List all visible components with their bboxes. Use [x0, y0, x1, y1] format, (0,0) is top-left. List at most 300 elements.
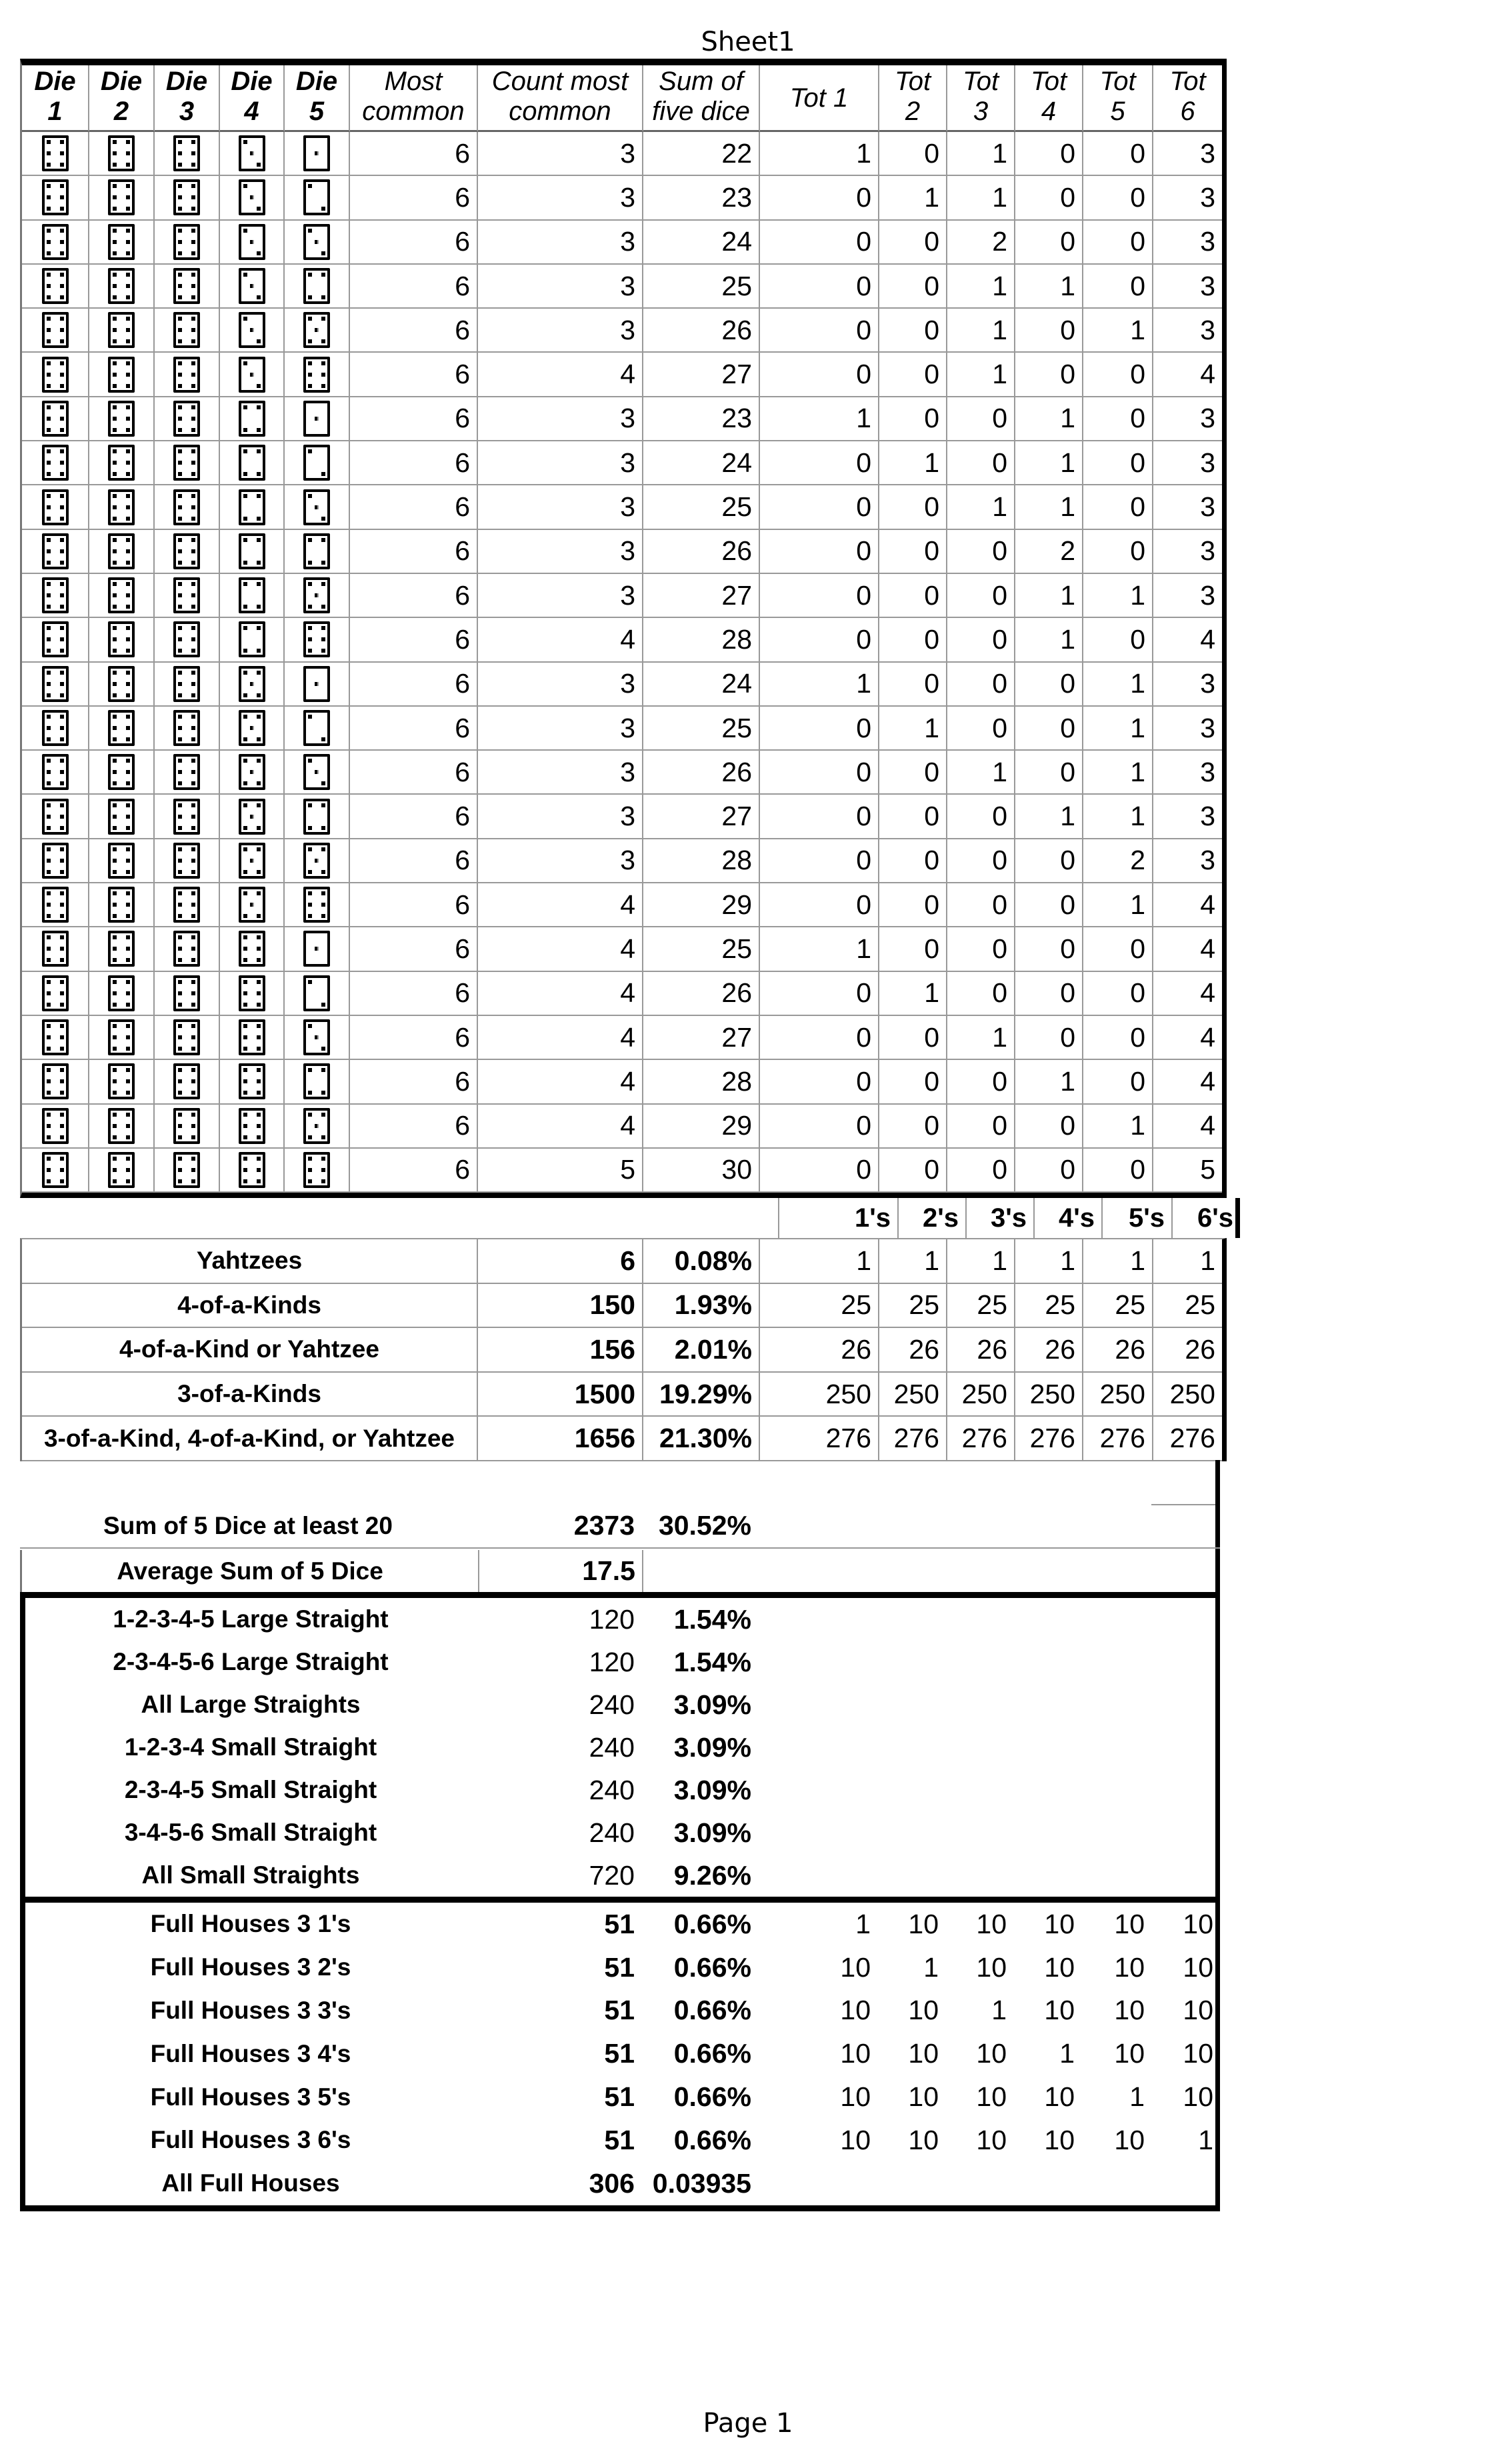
tot-4-cell: 0 — [1015, 221, 1083, 265]
die-face-5-icon — [303, 1108, 330, 1144]
tot-4-cell: 0 — [1015, 1149, 1083, 1193]
straight-pct-cell: 3.09% — [673, 1689, 751, 1720]
sum-cell: 28 — [643, 618, 760, 662]
tot-3-cell: 1 — [947, 309, 1015, 353]
die-face-6-icon — [42, 666, 69, 702]
tot-1-cell: 1 — [760, 663, 879, 707]
die-4-cell — [220, 176, 285, 220]
die-face-6-icon — [42, 224, 69, 260]
die-2-cell — [89, 530, 155, 574]
tot-3-cell: 0 — [947, 707, 1015, 751]
most-common-header — [350, 65, 478, 132]
die-face-6-icon — [42, 401, 69, 437]
die-5-cell — [285, 707, 350, 751]
tot-4-cell: 0 — [1015, 707, 1083, 751]
die-4-header — [220, 65, 285, 132]
die-5-cell — [285, 1060, 350, 1104]
die-5-cell — [285, 751, 350, 795]
summary-count-cell: 156 — [478, 1328, 643, 1373]
die-5-cell — [285, 839, 350, 883]
tot-6-cell: 3 — [1153, 265, 1222, 309]
straight-label: 2-3-4-5-6 Large Straight — [113, 1648, 389, 1675]
full-house-count-cell: 51 — [604, 1995, 635, 2026]
full-house-count-cell: 51 — [604, 1908, 635, 1939]
tot-2-cell: 0 — [879, 485, 947, 529]
tot-6-cell: 3 — [1153, 485, 1222, 529]
die-4-cell — [220, 883, 285, 927]
die-2-cell — [89, 618, 155, 662]
empty-cell — [758, 1504, 1220, 1547]
die-2-cell — [89, 309, 155, 353]
full-house-count-cell: 51 — [604, 2081, 635, 2113]
die-face-6-icon — [239, 975, 265, 1011]
die-face-6-icon — [173, 666, 200, 702]
tot-2-cell: 0 — [879, 530, 947, 574]
tot-6-header — [1153, 65, 1222, 132]
die-face-6-icon — [108, 1152, 135, 1188]
die-5-cell — [285, 663, 350, 707]
full-house-label: All Full Houses — [161, 2169, 340, 2197]
most-common-cell: 6 — [350, 132, 478, 176]
full-house-tot-4-cell: 10 — [1044, 2081, 1075, 2113]
full-house-pct-cell: 0.66% — [673, 1951, 751, 1983]
die-1-cell — [22, 176, 89, 220]
die-3-cell — [155, 1016, 220, 1060]
sum-cell: 28 — [643, 1060, 760, 1104]
die-face-6-icon — [108, 489, 135, 525]
die-face-6-icon — [42, 357, 69, 393]
die-face-6-icon — [239, 1108, 265, 1144]
most-common-cell: 6 — [350, 927, 478, 971]
die-5-cell — [285, 574, 350, 618]
die-1-cell — [22, 221, 89, 265]
die-face-5-icon — [239, 754, 265, 790]
sum-cell: 25 — [643, 485, 760, 529]
die-5-cell — [285, 265, 350, 309]
full-house-count-cell: 51 — [604, 1951, 635, 1983]
die-face-6-icon — [173, 887, 200, 923]
tot-1-cell: 0 — [760, 1016, 879, 1060]
straights-box — [20, 1592, 1220, 1897]
tot-5-cell: 0 — [1083, 1016, 1153, 1060]
most-common-cell: 6 — [350, 441, 478, 485]
die-face-4-icon — [303, 799, 330, 835]
straight-count-cell: 240 — [589, 1817, 635, 1848]
full-house-tot-1-cell: 10 — [840, 2038, 871, 2069]
die-face-6-icon — [173, 710, 200, 746]
tot-4-cell: 2 — [1015, 530, 1083, 574]
tot-1-cell: 0 — [760, 485, 879, 529]
die-4-cell — [220, 795, 285, 839]
sum-cell: 23 — [643, 176, 760, 220]
straight-pct-cell: 1.54% — [673, 1603, 751, 1635]
die-5-cell — [285, 1016, 350, 1060]
tot-5-cell: 2 — [1083, 839, 1153, 883]
die-3-cell — [155, 353, 220, 397]
die-4-cell — [220, 972, 285, 1016]
summary-tot-1-cell: 25 — [760, 1284, 879, 1329]
die-face-6-icon — [173, 931, 200, 967]
die-2-cell — [89, 441, 155, 485]
count-most-common-cell: 3 — [478, 795, 643, 839]
die-4-cell — [220, 1060, 285, 1104]
die-face-4-icon — [239, 445, 265, 481]
full-house-tot-3-cell: 10 — [976, 1951, 1007, 1983]
header-number: 3 — [179, 97, 195, 126]
header-number: 6 — [1180, 97, 1195, 126]
page-number: Page 1 — [703, 2408, 793, 2439]
die-face-6-icon — [303, 357, 330, 393]
tot-6-cell: 3 — [1153, 441, 1222, 485]
die-2-cell — [89, 397, 155, 441]
tot-3-cell: 0 — [947, 839, 1015, 883]
straight-label: All Small Straights — [141, 1861, 360, 1889]
empty-cell — [758, 1641, 1215, 1683]
tot-3-cell: 1 — [947, 485, 1015, 529]
row-count-cell: 2373 — [573, 1510, 635, 1541]
die-face-4-icon — [239, 533, 265, 569]
die-face-6-icon — [108, 887, 135, 923]
die-2-header — [89, 65, 155, 132]
die-4-cell — [220, 530, 285, 574]
tot-2-cell: 0 — [879, 353, 947, 397]
die-face-5-icon — [239, 710, 265, 746]
summary-tot-5-cell: 250 — [1083, 1373, 1153, 1417]
tot-4-cell: 0 — [1015, 1016, 1083, 1060]
most-common-cell: 6 — [350, 883, 478, 927]
full-house-tot-2-cell — [877, 2162, 945, 2205]
tot-3-header — [947, 65, 1015, 132]
die-4-cell — [220, 618, 285, 662]
header-label: five dice — [652, 97, 750, 126]
summary-tot-2-cell: 1 — [879, 1239, 947, 1284]
header-label: common — [362, 97, 465, 126]
most-common-cell: 6 — [350, 839, 478, 883]
die-face-2-icon — [303, 975, 330, 1011]
die-face-6-icon — [173, 1152, 200, 1188]
full-house-tot-3-cell: 10 — [976, 1908, 1007, 1939]
tot-6-cell: 3 — [1153, 176, 1222, 220]
tot-5-cell: 0 — [1083, 1149, 1153, 1193]
count-most-common-cell: 3 — [478, 707, 643, 751]
count-most-common-cell: 4 — [478, 618, 643, 662]
straight-count-cell: 240 — [589, 1689, 635, 1720]
die-1-cell — [22, 574, 89, 618]
die-face-6-icon — [42, 489, 69, 525]
die-4-cell — [220, 221, 285, 265]
full-houses-box — [20, 1897, 1220, 2211]
tot-1-cell: 0 — [760, 618, 879, 662]
straight-count-cell: 720 — [589, 1859, 635, 1891]
full-house-tot-2-cell: 10 — [908, 1995, 939, 2026]
die-2-cell — [89, 221, 155, 265]
summary-tot-3-cell: 250 — [947, 1373, 1015, 1417]
tot-6-cell: 4 — [1153, 883, 1222, 927]
die-face-6-icon — [42, 533, 69, 569]
die-face-6-icon — [173, 357, 200, 393]
tot-5-cell: 0 — [1083, 927, 1153, 971]
most-common-cell: 6 — [350, 618, 478, 662]
die-face-6-icon — [42, 799, 69, 835]
die-face-2-icon — [303, 179, 330, 215]
die-1-cell — [22, 309, 89, 353]
tot-1-cell: 0 — [760, 441, 879, 485]
die-4-cell — [220, 574, 285, 618]
count-most-common-cell: 3 — [478, 839, 643, 883]
count-most-common-cell: 4 — [478, 883, 643, 927]
count-most-common-cell: 4 — [478, 927, 643, 971]
full-house-pct-cell: 0.66% — [673, 2081, 751, 2113]
empty-cell — [758, 1726, 1215, 1769]
die-4-cell — [220, 751, 285, 795]
header-number: 2 — [905, 97, 921, 126]
tot-2-cell: 1 — [879, 441, 947, 485]
die-5-header — [285, 65, 350, 132]
die-1-cell — [22, 751, 89, 795]
tot-3-cell: 0 — [947, 1105, 1015, 1149]
tot-2-cell: 1 — [879, 176, 947, 220]
most-common-cell: 6 — [350, 1016, 478, 1060]
die-face-3-icon — [303, 224, 330, 260]
die-face-4-icon — [303, 268, 330, 304]
full-house-tot-3-cell: 10 — [976, 2038, 1007, 2069]
die-4-cell — [220, 309, 285, 353]
tot-2-cell: 0 — [879, 397, 947, 441]
count-most-common-header — [478, 65, 643, 132]
full-house-tot-4-cell: 10 — [1044, 1995, 1075, 2026]
most-common-cell: 6 — [350, 397, 478, 441]
header-number: 5 — [309, 97, 325, 126]
empty-cell — [758, 1769, 1215, 1811]
die-face-6-icon — [42, 931, 69, 967]
full-house-tot-1-cell: 10 — [840, 2124, 871, 2155]
die-3-cell — [155, 574, 220, 618]
die-face-6-icon — [173, 1019, 200, 1055]
tot-1-cell: 0 — [760, 839, 879, 883]
die-1-cell — [22, 795, 89, 839]
full-house-label: Full Houses 3 1's — [150, 1910, 351, 1938]
die-5-cell — [285, 397, 350, 441]
die-5-cell — [285, 309, 350, 353]
most-common-cell: 6 — [350, 663, 478, 707]
count-most-common-cell: 5 — [478, 1149, 643, 1193]
header-label: Tot — [1099, 67, 1136, 96]
summary-tot-4-cell: 276 — [1015, 1417, 1083, 1461]
full-house-tot-3-cell: 1 — [991, 1995, 1007, 2026]
die-face-4-icon — [239, 577, 265, 613]
full-house-count-cell: 306 — [589, 2167, 635, 2199]
die-face-6-icon — [303, 887, 330, 923]
die-2-cell — [89, 485, 155, 529]
tot-2-cell: 0 — [879, 221, 947, 265]
count-most-common-cell: 3 — [478, 397, 643, 441]
die-4-cell — [220, 265, 285, 309]
die-3-cell — [155, 927, 220, 971]
dice-combinations-table — [20, 59, 1227, 1198]
summary-tot-5-cell: 26 — [1083, 1328, 1153, 1373]
tot-5-cell: 1 — [1083, 795, 1153, 839]
die-face-5-icon — [303, 312, 330, 348]
summary-tot-1-cell: 250 — [760, 1373, 879, 1417]
die-2-cell — [89, 1016, 155, 1060]
summary-tot-4-cell: 250 — [1015, 1373, 1083, 1417]
tot-6-cell: 4 — [1153, 353, 1222, 397]
tot-3-cell: 1 — [947, 1016, 1015, 1060]
tot-3-cell: 1 — [947, 751, 1015, 795]
straight-label: 1-2-3-4-5 Large Straight — [113, 1605, 389, 1633]
tot-2-cell: 0 — [879, 265, 947, 309]
summary-pct-cell: 19.29% — [643, 1373, 760, 1417]
most-common-cell: 6 — [350, 265, 478, 309]
tot-count-label: 4's — [1033, 1198, 1101, 1238]
tot-3-cell: 0 — [947, 663, 1015, 707]
die-face-3-icon — [239, 312, 265, 348]
empty-cell — [758, 1811, 1215, 1854]
tot-3-cell: 0 — [947, 972, 1015, 1016]
die-4-cell — [220, 1105, 285, 1149]
tot-5-cell: 0 — [1083, 1060, 1153, 1104]
most-common-cell: 6 — [350, 1060, 478, 1104]
sum-cell: 27 — [643, 1016, 760, 1060]
die-face-6-icon — [108, 445, 135, 481]
tot-3-cell: 0 — [947, 1149, 1015, 1193]
die-face-6-icon — [42, 1019, 69, 1055]
full-house-pct-cell: 0.03935 — [652, 2167, 751, 2199]
die-3-cell — [155, 883, 220, 927]
most-common-cell: 6 — [350, 972, 478, 1016]
die-1-cell — [22, 972, 89, 1016]
summary-pct-cell: 21.30% — [643, 1417, 760, 1461]
die-5-cell — [285, 353, 350, 397]
header-label: Die — [100, 67, 143, 96]
straight-count-cell: 120 — [589, 1646, 635, 1677]
tot-1-cell: 0 — [760, 1149, 879, 1193]
die-1-cell — [22, 927, 89, 971]
die-3-cell — [155, 663, 220, 707]
full-house-pct-cell: 0.66% — [673, 1995, 751, 2026]
tot-6-cell: 3 — [1153, 221, 1222, 265]
tot-2-cell: 0 — [879, 751, 947, 795]
die-2-cell — [89, 972, 155, 1016]
die-3-cell — [155, 485, 220, 529]
sum-cell: 25 — [643, 707, 760, 751]
die-1-cell — [22, 618, 89, 662]
full-house-tot-6-cell: 10 — [1183, 1995, 1213, 2026]
full-house-tot-5-cell: 10 — [1114, 1908, 1145, 1939]
die-face-6-icon — [42, 621, 69, 657]
die-face-3-icon — [303, 1019, 330, 1055]
kinds-summary-table — [20, 1238, 1227, 1461]
tot-3-cell: 1 — [947, 353, 1015, 397]
die-5-cell — [285, 972, 350, 1016]
full-house-tot-1-cell: 10 — [840, 2081, 871, 2113]
row-label: Sum of 5 Dice at least 20 — [103, 1511, 393, 1539]
tot-4-cell: 0 — [1015, 132, 1083, 176]
header-number: 4 — [244, 97, 259, 126]
straight-label: 3-4-5-6 Small Straight — [124, 1819, 377, 1846]
header-label: Tot — [894, 67, 931, 96]
die-2-cell — [89, 927, 155, 971]
sum-cell: 22 — [643, 132, 760, 176]
die-face-2-icon — [303, 710, 330, 746]
die-face-6-icon — [173, 224, 200, 260]
tot-1-cell: 0 — [760, 1060, 879, 1104]
sum-cell: 27 — [643, 353, 760, 397]
full-house-tot-5-cell: 10 — [1114, 2038, 1145, 2069]
tot-4-cell: 0 — [1015, 927, 1083, 971]
die-face-6-icon — [173, 533, 200, 569]
count-most-common-cell: 3 — [478, 751, 643, 795]
tot-1-cell: 0 — [760, 265, 879, 309]
full-house-tot-2-cell: 10 — [908, 2124, 939, 2155]
die-face-6-icon — [108, 312, 135, 348]
die-face-6-icon — [173, 135, 200, 171]
tot-5-cell: 1 — [1083, 707, 1153, 751]
tot-4-cell: 0 — [1015, 353, 1083, 397]
tot-2-cell: 0 — [879, 1105, 947, 1149]
tot-count-label-band — [778, 1198, 1240, 1238]
most-common-cell: 6 — [350, 530, 478, 574]
die-1-cell — [22, 265, 89, 309]
die-face-6-icon — [108, 799, 135, 835]
tot-6-cell: 4 — [1153, 1016, 1222, 1060]
die-4-cell — [220, 663, 285, 707]
die-3-cell — [155, 795, 220, 839]
die-5-cell — [285, 132, 350, 176]
full-house-tot-6-cell — [1151, 2162, 1220, 2205]
die-face-6-icon — [239, 1152, 265, 1188]
tot-5-cell: 1 — [1083, 883, 1153, 927]
count-most-common-cell: 3 — [478, 530, 643, 574]
sum-cell: 29 — [643, 1105, 760, 1149]
die-5-cell — [285, 795, 350, 839]
die-1-cell — [22, 883, 89, 927]
die-face-6-icon — [42, 843, 69, 879]
tot-6-cell: 3 — [1153, 751, 1222, 795]
full-house-tot-6-cell: 10 — [1183, 1951, 1213, 1983]
tot-6-cell: 4 — [1153, 618, 1222, 662]
die-face-5-icon — [303, 577, 330, 613]
sum-cell: 24 — [643, 663, 760, 707]
die-2-cell — [89, 795, 155, 839]
full-house-tot-1-cell: 10 — [840, 1951, 871, 1983]
tot-5-cell: 0 — [1083, 441, 1153, 485]
tot-3-cell: 0 — [947, 795, 1015, 839]
tot-2-header — [879, 65, 947, 132]
tot-2-cell: 0 — [879, 574, 947, 618]
tot-4-cell: 0 — [1015, 663, 1083, 707]
row-label: Average Sum of 5 Dice — [117, 1557, 383, 1585]
die-face-4-icon — [303, 1063, 330, 1099]
straight-label: All Large Straights — [141, 1691, 361, 1718]
die-face-6-icon — [108, 1019, 135, 1055]
tot-3-cell: 2 — [947, 221, 1015, 265]
tot-1-cell: 0 — [760, 309, 879, 353]
tot-4-cell: 0 — [1015, 883, 1083, 927]
die-face-6-icon — [173, 799, 200, 835]
straight-pct-cell: 3.09% — [673, 1731, 751, 1763]
most-common-cell: 6 — [350, 1105, 478, 1149]
die-4-cell — [220, 707, 285, 751]
sum-cell: 27 — [643, 795, 760, 839]
die-4-cell — [220, 132, 285, 176]
die-1-cell — [22, 663, 89, 707]
summary-tot-6-cell: 250 — [1153, 1373, 1222, 1417]
tot-6-cell: 5 — [1153, 1149, 1222, 1193]
most-common-cell: 6 — [350, 795, 478, 839]
tot-1-cell: 0 — [760, 1105, 879, 1149]
die-face-6-icon — [108, 1063, 135, 1099]
